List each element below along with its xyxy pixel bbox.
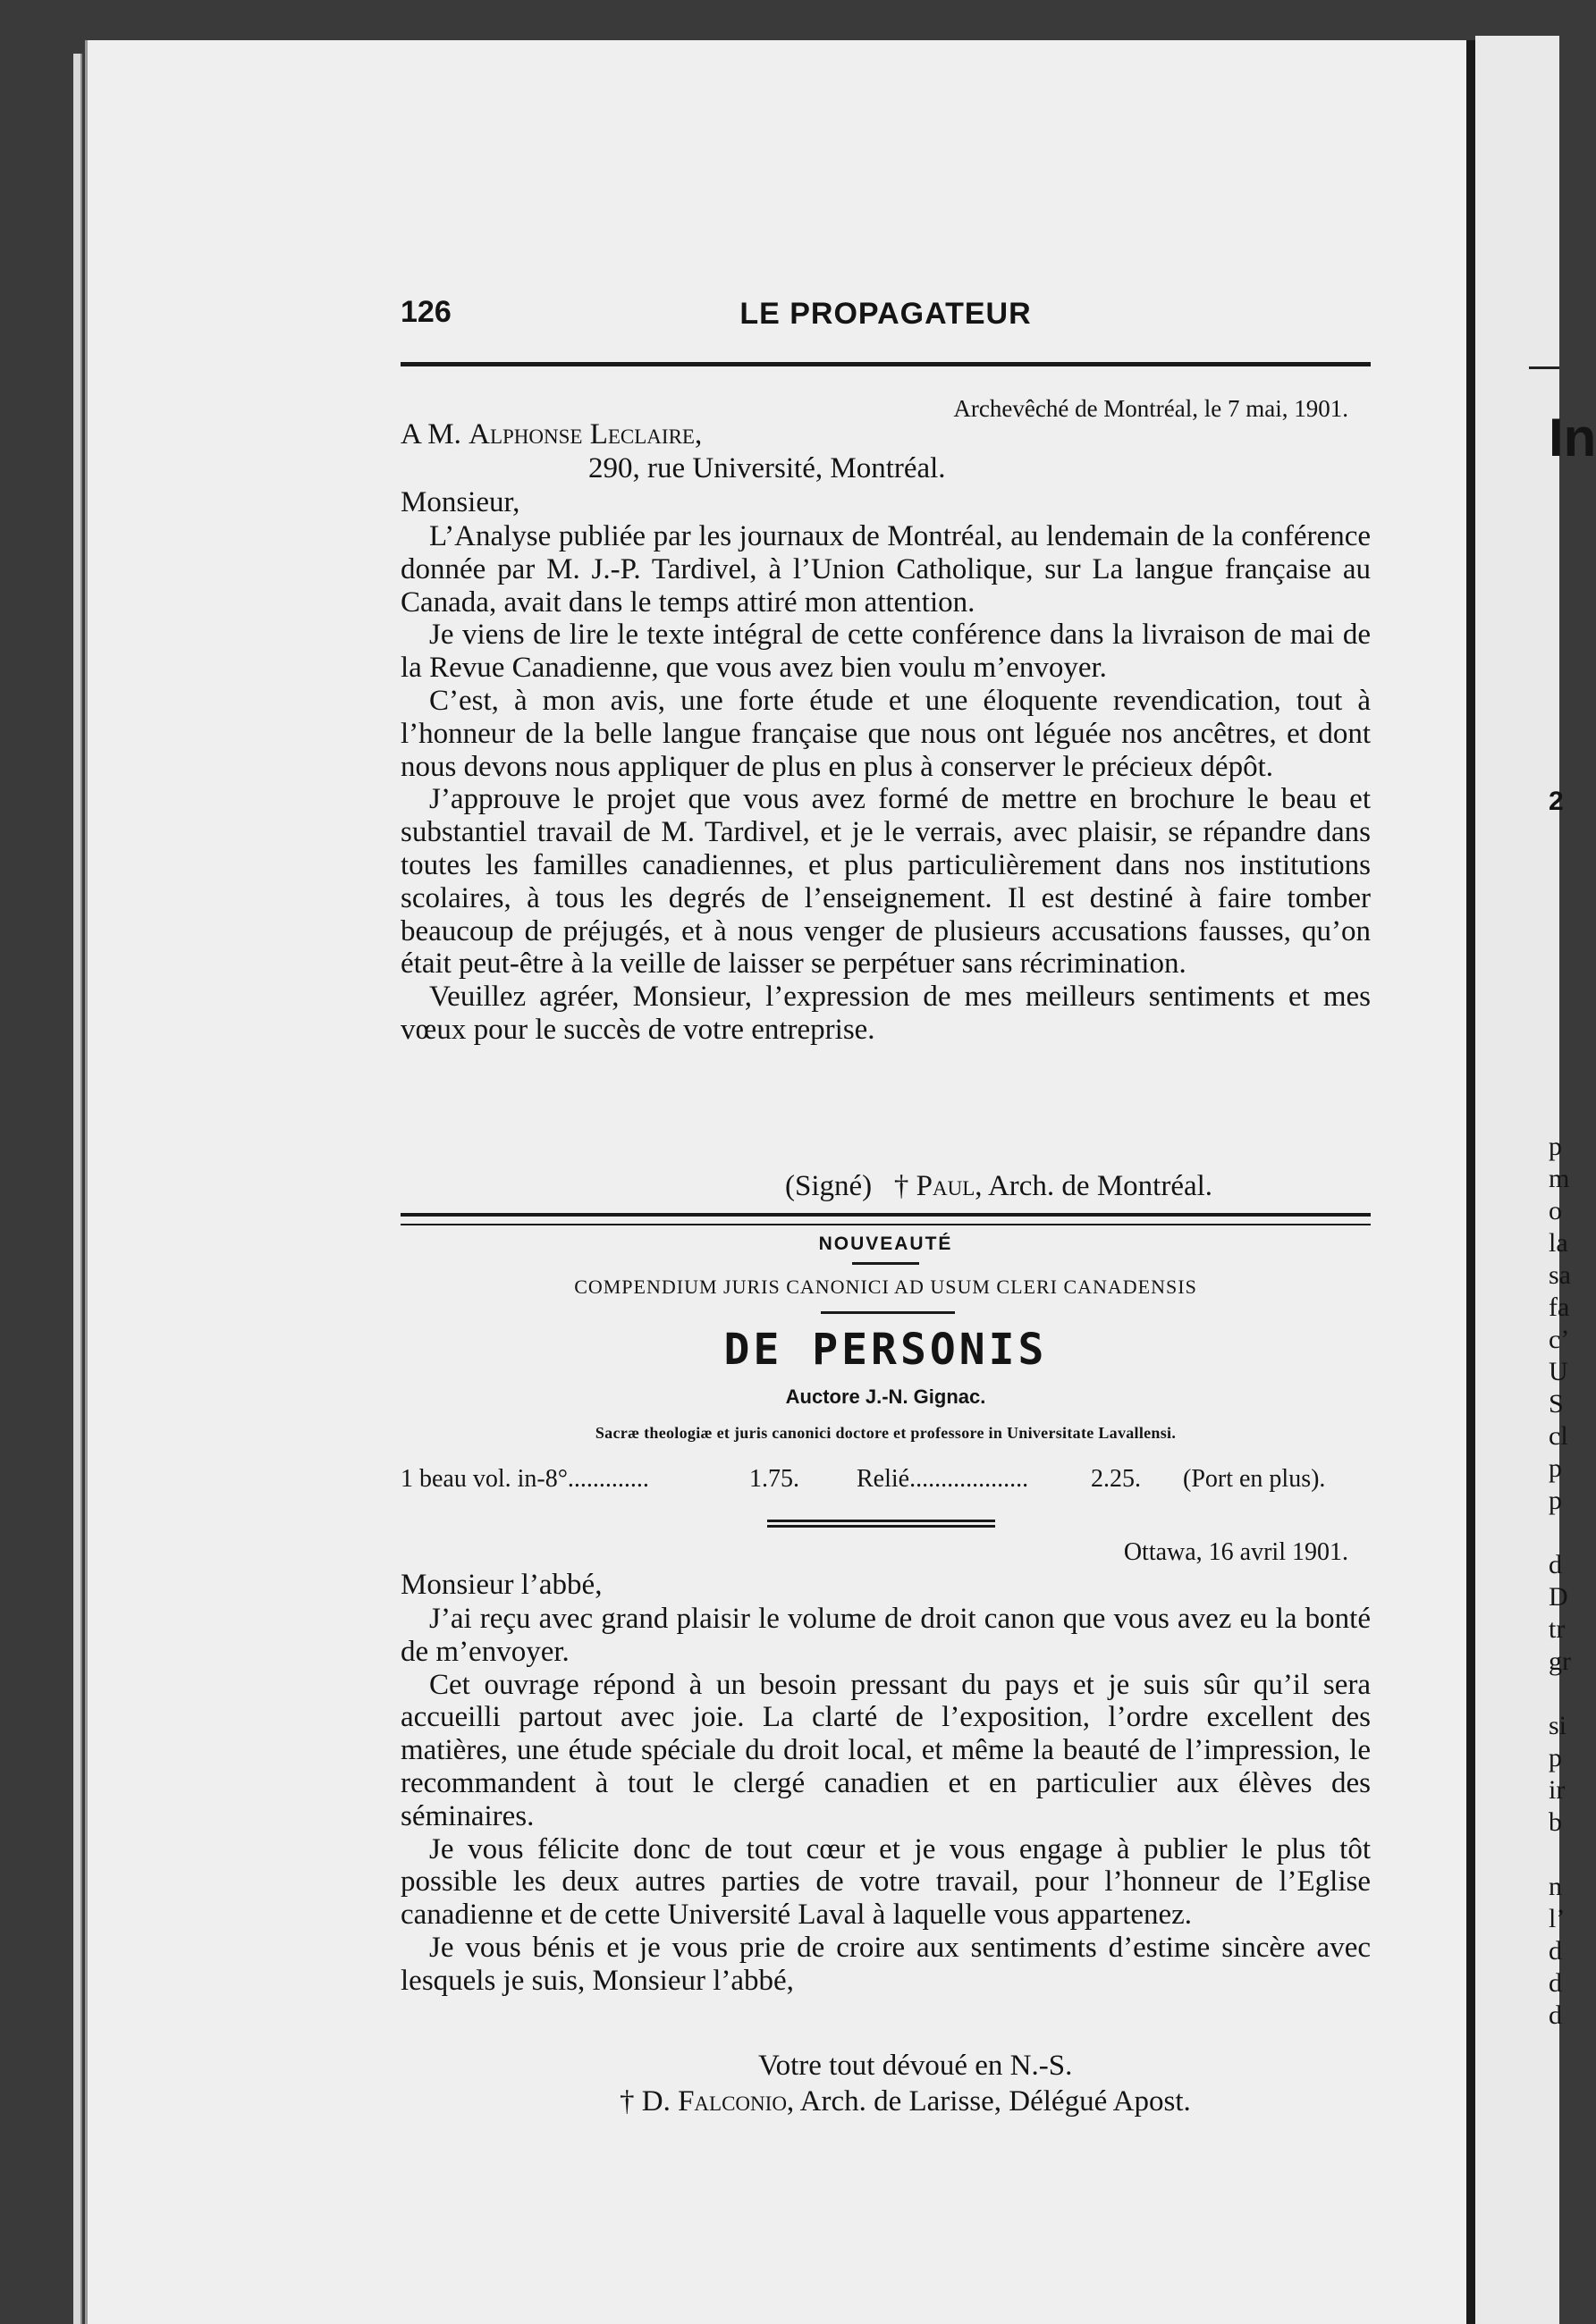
letter1-paragraph: J’approuve le projet que vous avez formé de mettre en brochure le beau et substantiel travail de M. Tardivel, et je le verrais, avec plaisir, se répandre dans toutes les familles canadiennes, et plus particulièrement dans nos institutions scolaires, à tous les degrés de l’enseignement. Il est destiné à faire tomber beaucoup de préjugés, et à nous venger de plusieurs accusations fausses, qu’on était peut-être à la veille de laisser se perpétuer sans récrimination. xyxy=(401,783,1371,981)
facing-fragment: ir xyxy=(1549,1775,1566,1805)
advert-heading: NOUVEAUTÉ xyxy=(818,1234,953,1254)
facing-fragment: p xyxy=(1549,1486,1562,1515)
letter1-recipient xyxy=(401,418,702,451)
facing-fragment: S xyxy=(1549,1389,1564,1419)
advert-title: DE PERSONIS xyxy=(723,1325,1048,1375)
facing-numeral: 2 xyxy=(1549,787,1564,816)
facing-fragment: p xyxy=(1549,1132,1562,1161)
short-rule xyxy=(852,1262,919,1265)
facing-text-fragments xyxy=(1549,1131,1571,2032)
letter1-paragraph: Veuillez agréer, Monsieur, l’expression de mes meilleurs sentiments et mes vœux pour le succès de votre entreprise. xyxy=(401,981,1371,1046)
facing-fragment: d xyxy=(1549,2000,1562,2030)
facing-rule xyxy=(1529,366,1559,369)
section-divider xyxy=(401,1213,1371,1225)
facing-fragment: d xyxy=(1549,1936,1562,1966)
facing-fragment: c’ xyxy=(1549,1325,1570,1354)
page-edge xyxy=(73,54,82,2324)
facing-fragment: tr xyxy=(1549,1614,1566,1644)
running-head xyxy=(401,295,1371,331)
facing-big-letter: In xyxy=(1549,408,1596,467)
header-rule xyxy=(401,362,1371,366)
facing-fragment: sa xyxy=(1549,1260,1571,1290)
facing-fragment xyxy=(1549,1517,1571,1549)
facing-fragment xyxy=(1549,1839,1571,1871)
letter1-paragraph: L’Analyse publiée par les journaux de Montréal, au lendemain de la conférence donnée par M. J.-P. Tardivel, à l’Union Catholique, sur La langue française au Canada, avait dans le temps attiré mon attention. xyxy=(401,520,1371,619)
facing-fragment: U xyxy=(1549,1357,1568,1386)
letter2-paragraph: Je vous bénis et je vous prie de croire aux sentiments d’estime sincère avec lesquels je suis, Monsieur l’abbé, xyxy=(401,1931,1371,1997)
letter2-paragraph: Je vous félicite donc de tout cœur et je vous engage à publier le plus tôt possible les deux autres parties de votre travail, pour l’honneur de l’Eglise canadienne et de cette Université Laval à laquelle vous appartenez. xyxy=(401,1832,1371,1932)
price-unbound: 1.75. xyxy=(749,1465,799,1493)
scanned-page xyxy=(85,40,1469,2324)
facing-fragment: si xyxy=(1549,1711,1567,1740)
signatory-name: D. Falconio, xyxy=(641,2085,795,2118)
short-rule xyxy=(821,1311,955,1314)
letter2-closing: Votre tout dévoué en N.-S. xyxy=(758,2050,1073,2082)
advert-credentials: Sacræ theologiæ et juris canonici doctore et professore in Universitate Lavallensi. xyxy=(595,1424,1177,1442)
facing-fragment: D xyxy=(1549,1582,1568,1612)
letter1-dateline: Archevêché de Montréal, le 7 mai, 1901. xyxy=(953,395,1348,422)
facing-fragment: o xyxy=(1549,1196,1562,1225)
recipient-prefix: A M. xyxy=(401,418,461,450)
letter1-paragraph: Je viens de lire le texte intégral de cette conférence dans la livraison de mai de la Revue Canadienne, que vous avez bien voulu m’envoyer. xyxy=(401,619,1371,685)
facing-fragment: cl xyxy=(1549,1421,1568,1451)
price-bound: 2.25. xyxy=(1091,1465,1141,1493)
short-rule xyxy=(767,1525,995,1528)
facing-fragment: d xyxy=(1549,1968,1562,1998)
advert-subtitle: COMPENDIUM JURIS CANONICI AD USUM CLERI CANADENSIS xyxy=(574,1276,1197,1298)
letter1-salutation: Monsieur, xyxy=(401,486,520,518)
facing-fragment: d xyxy=(1549,1550,1562,1579)
advert-author: Auctore J.-N. Gignac. xyxy=(785,1385,986,1408)
signatory-name: Paul, xyxy=(916,1170,983,1202)
facing-fragment: n xyxy=(1549,1872,1562,1901)
page-number: 126 xyxy=(401,295,452,329)
letter1-address: 290, rue Université, Montréal. xyxy=(588,452,946,484)
letter2-body xyxy=(401,1603,1371,1998)
facing-fragment: l’ xyxy=(1549,1904,1566,1933)
postage-note: (Port en plus). xyxy=(1183,1465,1326,1493)
letter2-paragraph: J’ai reçu avec grand plaisir le volume de droit canon que vous avez eu la bonté de m’envoyer. xyxy=(401,1603,1371,1668)
letter2-signature xyxy=(620,2085,1191,2118)
facing-fragment xyxy=(1549,1678,1571,1710)
letter2-salutation: Monsieur l’abbé, xyxy=(401,1569,603,1601)
price-item: 1 beau vol. in-8°............. xyxy=(401,1465,649,1493)
letter1-paragraph: C’est, à mon avis, une forte étude et une éloquente revendication, tout à l’honneur de la belle langue française que nous ont léguée nos ancêtres, et dont nous devons nous appliquer de plus en plus à conserver le précieux dépôt. xyxy=(401,684,1371,783)
bound-label: Relié................... xyxy=(857,1465,1029,1493)
journal-title: LE PROPAGATEUR xyxy=(739,297,1032,331)
facing-page xyxy=(1475,36,1596,2324)
facing-fragment: fa xyxy=(1549,1293,1570,1322)
letter2-paragraph: Cet ouvrage répond à un besoin pressant du pays et je suis sûr qu’il sera accueilli partout avec joie. La clarté de l’exposition, l’ordre excellent des matières, une étude spéciale du droit local, et même la beauté de l’impression, le recommandent à tout le clergé canadien et en particulier aux élèves des séminaires. xyxy=(401,1668,1371,1832)
facing-fragment: p xyxy=(1549,1743,1562,1772)
letter1-signature xyxy=(785,1170,1212,1203)
letter1-body xyxy=(401,520,1371,1047)
signed-label: (Signé) xyxy=(785,1170,873,1202)
letter2-dateline: Ottawa, 16 avril 1901. xyxy=(1123,1538,1348,1566)
facing-fragment: gr xyxy=(1549,1646,1571,1676)
cross-mark: † xyxy=(893,1170,909,1202)
facing-fragment: p xyxy=(1549,1453,1562,1483)
short-rule xyxy=(767,1520,995,1522)
signatory-title: Arch. de Montréal. xyxy=(987,1170,1213,1202)
facing-fragment: m xyxy=(1549,1164,1570,1193)
cross-mark: † xyxy=(620,2085,635,2118)
book-gutter xyxy=(1466,40,1475,2324)
signatory-title: Arch. de Larisse, Délégué Apost. xyxy=(799,2085,1191,2118)
facing-fragment: la xyxy=(1549,1228,1568,1258)
facing-fragment: b xyxy=(1549,1807,1562,1837)
recipient-name: Alphonse Leclaire, xyxy=(469,418,703,450)
